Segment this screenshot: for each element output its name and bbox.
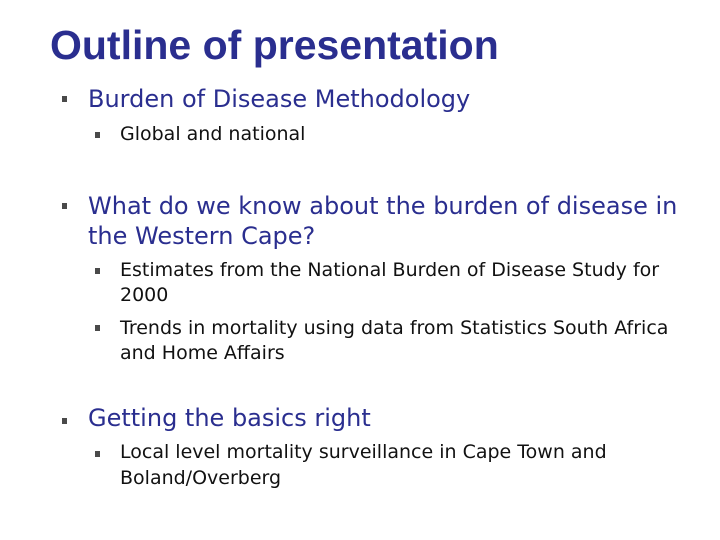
bullet-icon xyxy=(62,418,67,424)
bullet-icon xyxy=(95,325,100,331)
sub-list-item-text-line: Boland/Overberg xyxy=(120,467,282,489)
sub-list-item-text-line: Trends in mortality using data from Statistics South Africa xyxy=(120,317,669,339)
list-item-text-line: What do we know about the burden of disease in xyxy=(88,192,678,220)
sub-list-item-text-line: Local level mortality surveillance in Cape Town and xyxy=(120,441,607,463)
sub-list-item-text-line: and Home Affairs xyxy=(120,342,285,364)
list-item-text-line: the Western Cape? xyxy=(88,222,316,250)
sub-list-item-text: Global and national xyxy=(120,123,306,145)
page-title: Outline of presentation xyxy=(50,22,499,68)
bullet-icon xyxy=(62,96,67,102)
sub-list-item-text-line: 2000 xyxy=(120,284,169,306)
bullet-icon xyxy=(95,451,100,457)
bullet-icon xyxy=(95,132,100,138)
sub-list-item-text-line: Estimates from the National Burden of Disease Study for xyxy=(120,259,660,281)
bullet-icon xyxy=(62,203,67,209)
list-item-text: Getting the basics right xyxy=(88,404,371,432)
list-item-text: Burden of Disease Methodology xyxy=(88,85,471,113)
bullet-icon xyxy=(95,268,100,274)
